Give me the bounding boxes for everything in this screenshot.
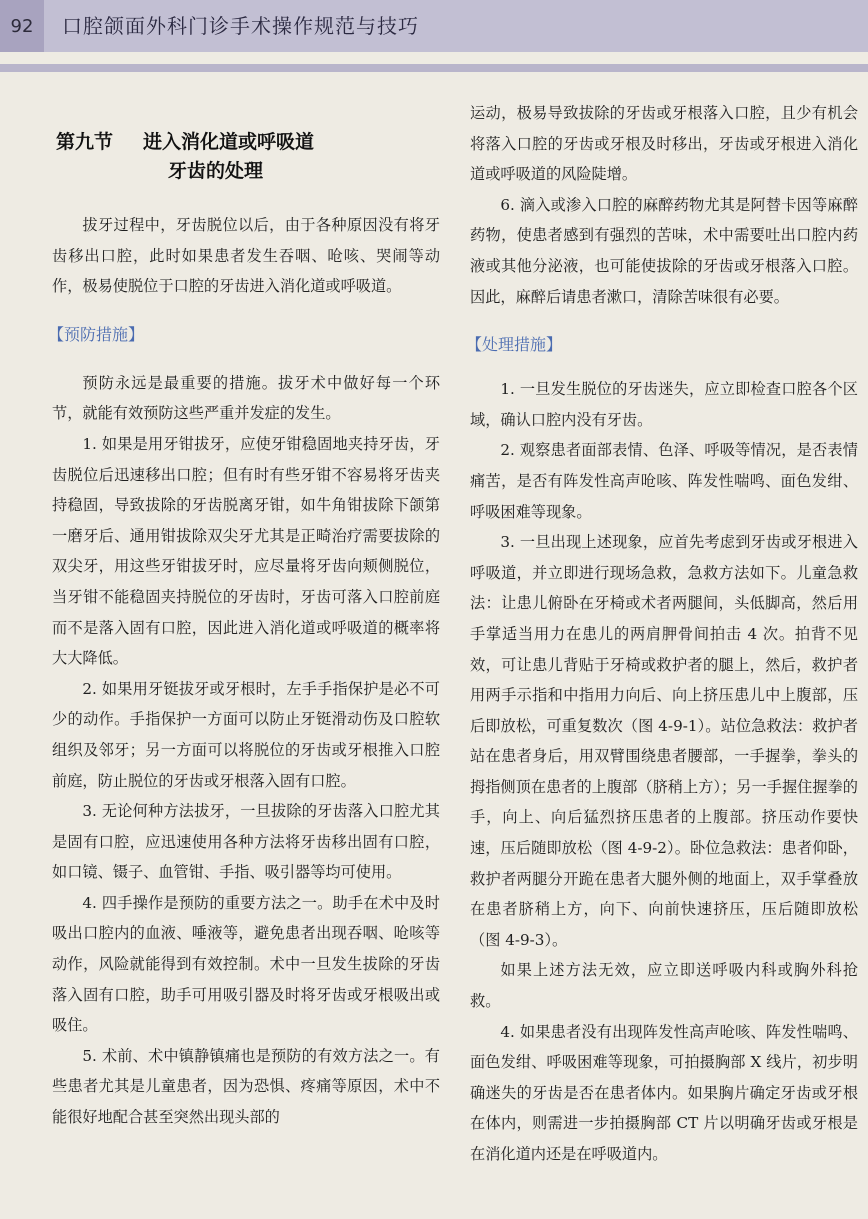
left-column [48,128,440,1133]
prevention-item-5: 5. 术前、术中镇静镇痛也是预防的有效方法之一。有些患者尤其是儿童患者，因为恐惧、疼痛等原因，术中不能很好地配合甚至突然出现头部的 [52,1046,440,1127]
right-column [466,98,858,1170]
treatment-item-4: 4. 如果患者没有出现阵发性高声呛咳、阵发性喘鸣、面色发绀、呼吸困难等现象，可拍摄胸部 X 线片，初步明确迷失的牙齿是否在患者体内。如果胸片确定牙齿或牙根在体内，则需进一步拍摄胸部 CT 片以明确牙齿或牙根是在消化道内还是在呼吸道内。 [470,1022,858,1163]
treatment-heading: 【处理措施】 [466,335,563,355]
section-title [52,128,440,186]
header-divider [0,64,868,72]
page-number [0,0,44,52]
book-title: 口腔颌面外科门诊手术操作规范与技巧 [62,14,419,38]
page-header [0,0,868,52]
section-title-line1: 进入消化道或呼吸道 [143,131,315,153]
prevention-paragraph: 预防永远是最重要的措施。拔牙术中做好每一个环节，就能有效预防这些严重并发症的发生。 [52,373,440,423]
treatment-item-2: 2. 观察患者面部表情、色泽、呼吸等情况，是否表情痛苦，是否有阵发性高声呛咳、阵发性喘鸣、面色发绀、呼吸困难等现象。 [470,441,858,521]
prevention-item-2: 2. 如果用牙铤拔牙或牙根时，左手手指保护是必不可少的动作。手指保护一方面可以防止牙铤滑动伤及口腔软组织及邻牙；另一方面可以将脱位的牙齿或牙根推入口腔前庭，防止脱位的牙齿或牙根落入固有口腔。 [52,679,440,790]
intro-paragraph: 拔牙过程中，牙齿脱位以后，由于各种原因没有将牙齿移出口腔，此时如果患者发生吞咽、呛咳、哭闹等动作，极易使脱位于口腔的牙齿进入消化道或呼吸道。 [52,216,440,296]
section-number: 第九节 [56,131,114,153]
prevention-heading: 【预防措施】 [48,324,145,344]
prevention-item-3: 3. 无论何种方法拔牙，一旦拔除的牙齿落入口腔尤其是固有口腔，应迅速使用各种方法将牙齿移出固有口腔，如口镜、镊子、血管钳、手指、吸引器等均可使用。 [52,802,440,882]
treatment-item-1: 1. 一旦发生脱位的牙齿迷失，应立即检查口腔各个区域，确认口腔内没有牙齿。 [470,380,858,429]
prevention-item-6: 6. 滴入或渗入口腔的麻醉药物尤其是阿替卡因等麻醉药物，使患者感到有强烈的苦味，术中需要吐出口腔内药液或其他分泌液，也可能使拔除的牙齿或牙根落入口腔。因此，麻醉后请患者漱口，清除苦味很有必要。 [470,195,858,306]
treatment-note: 如果上述方法无效，应立即送呼吸内科或胸外科抢救。 [470,961,858,1011]
prevention-item-4: 4. 四手操作是预防的重要方法之一。助手在术中及时吸出口腔内的血液、唾液等，避免患者出现吞咽、呛咳等动作，风险就能得到有效控制。术中一旦发生拔除的牙齿落入固有口腔，助手可用吸引器及时将牙齿或牙根吸出或吸住。 [52,893,440,1035]
continuation-paragraph: 运动，极易导致拔除的牙齿或牙根落入口腔，且少有机会将落入口腔的牙齿或牙根及时移出，牙齿或牙根进入消化道或呼吸道的风险陡增。 [470,104,858,184]
treatment-item-3: 3. 一旦出现上述现象，应首先考虑到牙齿或牙根进入呼吸道，并立即进行现场急救，急救方法如下。儿童急救法：让患儿俯卧在牙椅或术者两腿间，头低脚高，然后用手掌适当用力在患儿的两肩胛骨间拍击 4 次。拍背不见效，可让患儿背贴于牙椅或救护者的腿上，然后，救护者用两手示指和中指用力向后、向上挤压患儿中上腹部，压后即放松，可重复数次（图 4-9-1）。站位急救法：救护者站在患者身后，用双臂围绕患者腰部，一手握拳，拳头的拇指侧顶在患者的上腹部（脐稍上方）；另一手握住握拳的手，向上、向后猛烈挤压患者的上腹部。挤压动作要快速，压后随即放松（图 4-9-2）。卧位急救法：患者仰卧，救护者两腿分开跪在患者大腿外侧的地面上，双手掌叠放在患者脐稍上方，向下、向前快速挤压，压后随即放松（图 4-9-3）。 [470,533,858,949]
page-number-text: 92 [10,15,34,37]
prevention-item-1: 1. 如果是用牙钳拔牙，应使牙钳稳固地夹持牙齿，牙齿脱位后迅速移出口腔；但有时有些牙钳不容易将牙齿夹持稳固，导致拔除的牙齿脱离牙钳，如牛角钳拔除下颌第一磨牙后、通用钳拔除双尖牙尤其是正畸治疗需要拔除的双尖牙，用这些牙钳拔牙时，应尽量将牙齿向颊侧脱位，当牙钳不能稳固夹持脱位的牙齿时，牙齿可落入口腔前庭而不是落入固有口腔，因此进入消化道或呼吸道的概率将大大降低。 [52,434,440,668]
section-title-line2: 牙齿的处理 [168,160,264,182]
